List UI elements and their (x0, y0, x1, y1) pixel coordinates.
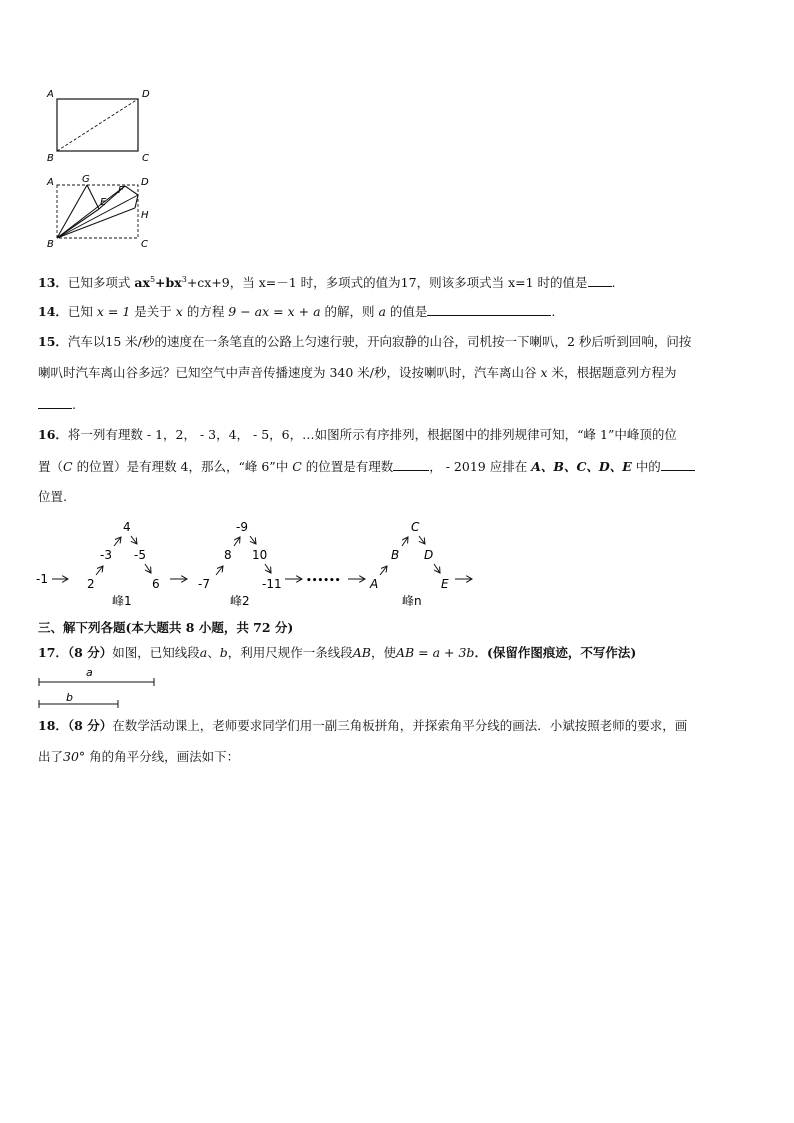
label-G: G (82, 174, 90, 185)
peakn-label: 峰n (402, 594, 422, 608)
peak-sequence-figure (30, 512, 500, 612)
question-15-line-2: 喇叭时汽车离山谷多远？已知空气中声音传播速度为 340 米/秒，设按喇叭时，汽车离山谷 x 米，根据题意列方程为 (38, 365, 677, 380)
question-18-line-2: 出了30° 角的角平分线，画法如下： (38, 749, 240, 764)
peak2-c: -9 (236, 520, 248, 534)
question-16: 16．将一列有理数 - 1，2， - 3，4， - 5，6，…如图所示有序排列，根据图中的排列规律可知，“峰 1”中峰顶的位 (38, 427, 677, 442)
label-F: F (118, 185, 124, 196)
question-17: 17．（8 分）如图，已知线段a、b，利用尺规作一条线段AB，使AB = a + 3b．(保留作图痕迹，不写作法) (38, 645, 637, 660)
answer-blank[interactable] (393, 458, 429, 471)
section-heading: 三、解下列各题(本大题共 8 小题，共 72 分) (38, 620, 294, 635)
label-D: D (142, 89, 150, 100)
answer-blank[interactable] (588, 274, 612, 287)
peakn-c: C (411, 520, 420, 534)
question-number: 15． (38, 334, 68, 349)
ellipsis-dots: •••••• (306, 576, 341, 586)
peak2-b: 8 (224, 548, 232, 562)
seq-start: -1 (36, 572, 48, 586)
peak2-label: 峰2 (230, 594, 250, 608)
question-number: 13． (38, 275, 68, 291)
question-number: 17． (38, 645, 68, 660)
peak1-e: 6 (152, 577, 160, 591)
segment-a-label: a (86, 666, 93, 679)
question-13: 13．已知多项式 $ax^5+bx^3+cx+9$，当 x=－1 时，多项式的值为17，则该多项式当 x=1 时的值是 . (38, 275, 616, 291)
label-B: B (47, 153, 54, 164)
peak2-d: 10 (252, 548, 268, 562)
question-15: 15．汽车以15 米/秒的速度在一条笔直的公路上匀速行驶，开向寂静的山谷，司机按一下喇叭，2 秒后听到回响，问按 (38, 334, 692, 349)
label-C: C (142, 153, 149, 164)
peak1-d: -5 (134, 548, 146, 562)
label-E: E (100, 197, 107, 208)
question-14: 14．已知 x = 1 是关于 x 的方程 9 − ax = x + a 的解，则 a 的值是 . (38, 304, 556, 319)
answer-blank[interactable] (38, 396, 72, 409)
peak2-e: -11 (262, 577, 282, 591)
peakn-b: B (391, 548, 400, 562)
segment-b-label: b (66, 691, 73, 704)
question-16-line-2: 置（C 的位置）是有理数 4，那么，“峰 6”中 C 的位置是有理数 ， - 2019 应排在 A、B、C、D、E 中的 (38, 458, 695, 475)
question-number: 14． (38, 304, 68, 319)
folding-figure (40, 172, 160, 252)
peak1-b: -3 (100, 548, 112, 562)
segments-figure (36, 664, 166, 708)
label-C: C (141, 239, 148, 250)
label-B: B (47, 239, 54, 250)
peakn-e: E (441, 577, 449, 591)
peakn-d: D (424, 548, 434, 562)
peakn-a: A (370, 577, 379, 591)
answer-blank[interactable] (661, 458, 695, 471)
question-15-line-3: . (38, 396, 76, 413)
peak2-a: -7 (198, 577, 210, 591)
peak1-a: 2 (87, 577, 95, 591)
question-number: 18． (38, 718, 68, 733)
peak1-c: 4 (123, 520, 131, 534)
rectangle-figure (40, 84, 160, 166)
peak1-label: 峰1 (112, 594, 132, 608)
question-16-line-3: 位置. (38, 489, 67, 504)
label-A: A (47, 89, 54, 100)
question-number: 16． (38, 427, 68, 442)
label-D: D (141, 177, 149, 188)
label-A: A (47, 177, 54, 188)
answer-blank[interactable] (427, 303, 551, 316)
label-H: H (141, 210, 149, 221)
question-18: 18．（8 分）在数学活动课上，老师要求同学们用一副三角板拼角，并探索角平分线的画法．小斌按照老师的要求，画 (38, 718, 688, 733)
